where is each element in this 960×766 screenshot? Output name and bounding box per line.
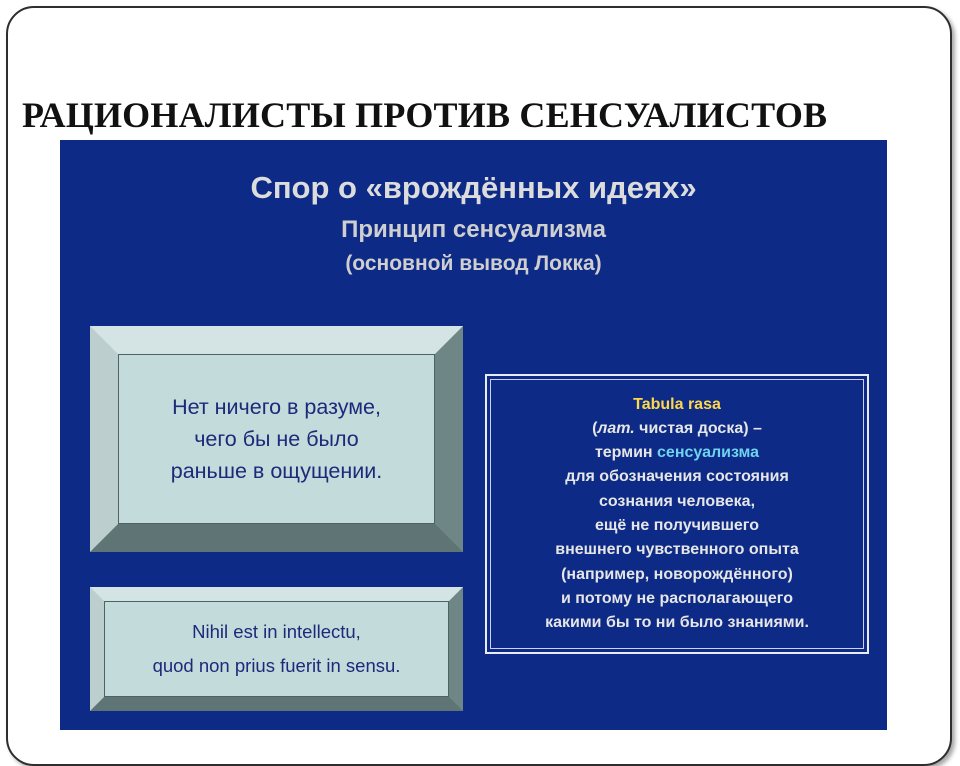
content-panel (60, 140, 887, 730)
latin-line: quod non prius fuerit in sensu. (152, 655, 401, 676)
latin-line: Nihil est in intellectu, (192, 621, 361, 642)
tabula-term: Tabula rasa (633, 395, 721, 413)
principle-box-russian (90, 326, 463, 552)
tabula-line: (например, новорождённого) (561, 565, 793, 583)
panel-caption: (основной вывод Локка) (345, 252, 602, 275)
slide-title: РАЦИОНАЛИСТЫ ПРОТИВ СЕНСУАЛИСТОВ (22, 95, 828, 135)
tabula-rasa-box (485, 374, 869, 654)
principle-line: чего бы не было (194, 427, 359, 451)
panel-subheading: Принцип сенсуализма (341, 216, 606, 243)
tabula-gloss: чистая доска) – (639, 419, 762, 437)
principle-line: Нет ничего в разуме, (172, 395, 381, 419)
tabula-line: для обозначения состояния (565, 468, 789, 486)
principle-line: раньше в ощущении. (170, 459, 383, 483)
tabula-line: сознания человека, (598, 492, 756, 510)
sensualism-highlight: сенсуализма (657, 444, 760, 462)
tabula-line: и потому не располагающего (560, 589, 793, 607)
term-prefix: термин (594, 444, 653, 462)
tabula-line: ещё не получившего (594, 517, 760, 534)
principle-box-latin (90, 587, 463, 711)
panel-heading: Спор о «врождённых идеях» (250, 170, 697, 205)
lat-abbr: лат. (597, 419, 635, 437)
tabula-term-line (595, 441, 759, 465)
tabula-line: внешнего чувственного опыта (555, 541, 799, 559)
tabula-gloss-line: (лат. чистая доска) – (592, 419, 762, 437)
tabula-line: какими бы то ни было знаниями. (545, 614, 809, 632)
